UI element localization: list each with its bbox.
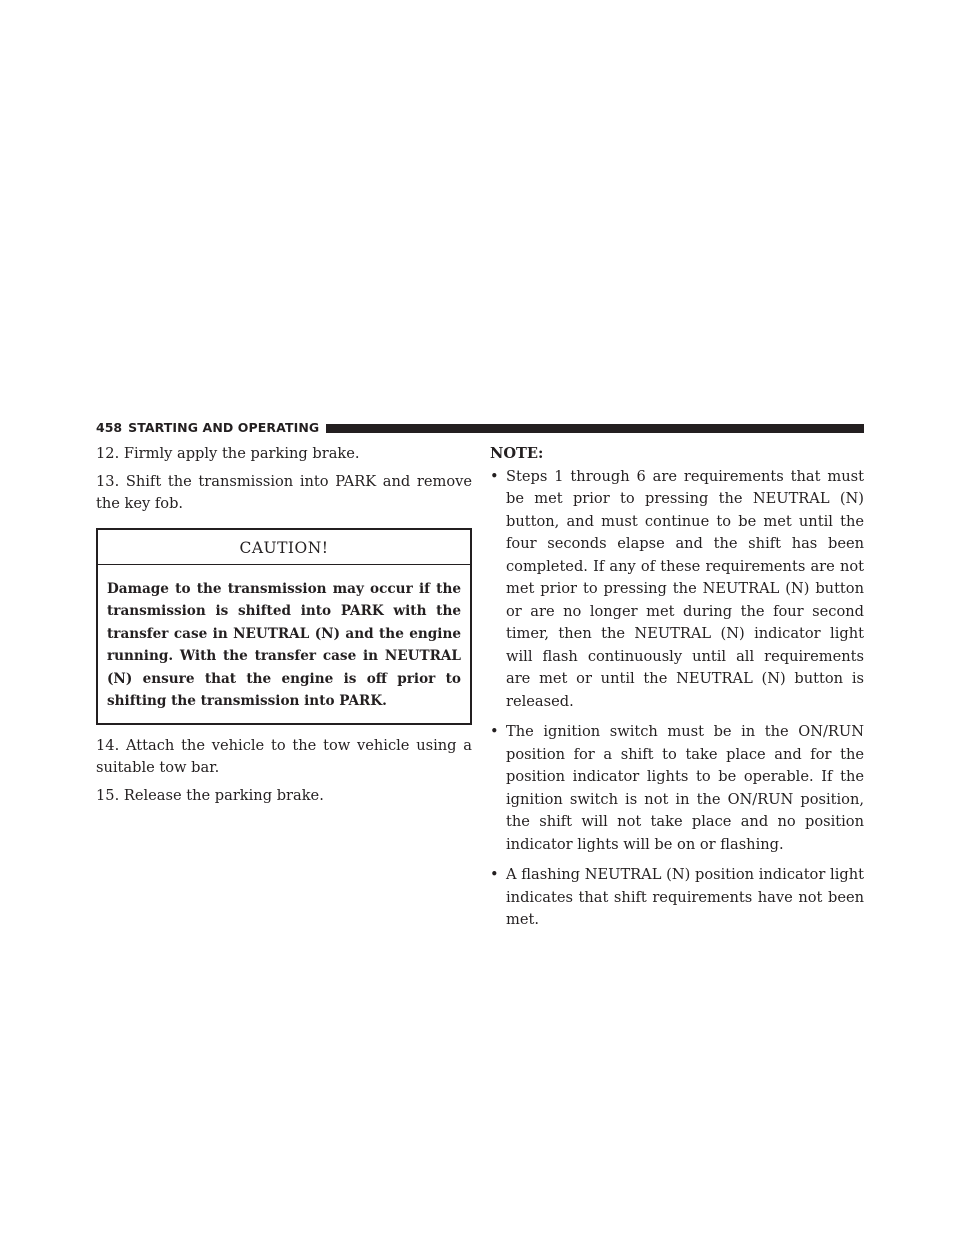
note-text: Steps 1 through 6 are requirements that must be met prior to pressing the NEUTRAL (N) button, and must continue to be met until the four seconds elapse and the shift has been completed. If any of these requirements are not met prior to pressing the NEUTRAL (N) button or are no longer met during the four second timer, then the NEUTRAL (N) indicator light will flash continuously until all requirements are met or until the NEUTRAL (N) button is released.: [506, 467, 864, 710]
step-14: 14. Attach the vehicle to the tow vehicle using a suitable tow bar.: [96, 736, 472, 776]
bullet-icon: •: [490, 866, 499, 883]
page-header: [96, 421, 864, 435]
step-13: 13. Shift the transmission into PARK and remove the key fob.: [96, 472, 472, 512]
caution-text: Damage to the transmission may occur if the transmission is shifted into PARK with the transfer case in NEUTRAL (N) and the engine running. With the transfer case in NEUTRAL (N) ensure that the engine is off prior to shifting the transmission into PARK.: [107, 580, 461, 709]
left-column: [96, 443, 472, 807]
bullet-icon: •: [490, 467, 499, 485]
step-12: 12. Firmly apply the parking brake.: [96, 445, 360, 462]
note-label: NOTE:: [490, 445, 544, 462]
note-list: [490, 466, 864, 932]
right-column: [490, 443, 864, 940]
caution-box: [96, 528, 472, 725]
step-15: 15. Release the parking brake.: [96, 786, 324, 804]
page-number: 458: [96, 420, 123, 435]
caution-title: CAUTION!: [98, 538, 470, 565]
note-text: A flashing NEUTRAL (N) position indicator light indicates that shift requirements have not been met.: [506, 866, 864, 928]
header-rule: [326, 424, 864, 433]
list-item: [490, 864, 864, 932]
note-text: The ignition switch must be in the ON/RUN position for a shift to take place and for the position indicator lights to be operable. If the ignition switch is not in the ON/RUN position, the shift will not take place and no position indicator lights will be on or flashing.: [506, 723, 864, 853]
list-item: [490, 466, 864, 714]
bullet-icon: •: [490, 723, 499, 740]
list-item: [490, 721, 864, 856]
section-title: STARTING AND OPERATING: [128, 420, 320, 435]
